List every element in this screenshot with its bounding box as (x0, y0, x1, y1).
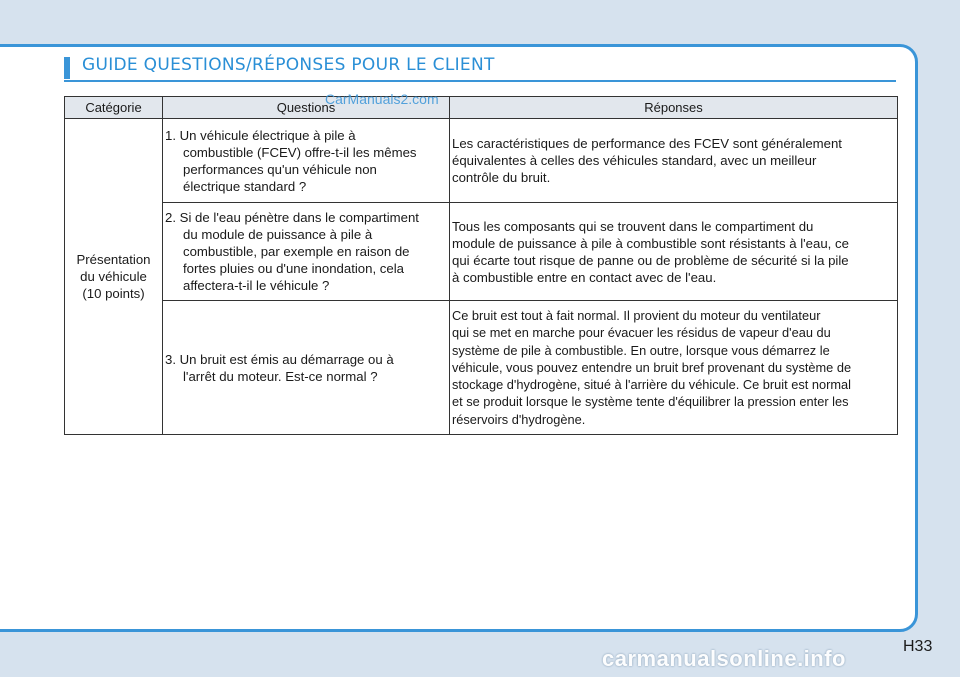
question-text: du module de puissance à pile à (183, 227, 373, 242)
answer-text: stockage d'hydrogène, situé à l'arrière du véhicule. Ce bruit est normal (452, 377, 851, 393)
title-accent-bar (64, 57, 70, 79)
answer-text: Ce bruit est tout à fait normal. Il provient du moteur du ventilateur (452, 307, 821, 323)
answer-text: et se produit lorsque le système tente d'équilibrer la pression enter les (452, 394, 849, 410)
title-divider (64, 80, 896, 82)
watermark-carmanuals2: CarManuals2.com (325, 91, 439, 107)
table-header-row (65, 97, 898, 119)
table-row (65, 203, 898, 301)
question-text: affectera-t-il le véhicule ? (183, 278, 330, 293)
question-text: fortes pluies ou d'une inondation, cela (183, 261, 405, 276)
answer-text: véhicule, vous pouvez entendre un bruit bref provenant du système de (452, 359, 852, 375)
answer-text: système de pile à combustible. En outre, lorsque vous démarrez le (452, 342, 830, 358)
question-text: électrique standard ? (183, 178, 307, 194)
question-cell (163, 301, 450, 435)
column-header-category: Catégorie (65, 97, 163, 119)
question-cell (163, 119, 450, 203)
category-line: du véhicule (80, 269, 147, 284)
page-number: H33 (903, 638, 933, 655)
question-cell (163, 203, 450, 301)
question-text: combustible (FCEV) offre-t-il les mêmes (183, 144, 417, 160)
answer-text: Tous les composants qui se trouvent dans le compartiment du (452, 218, 814, 234)
category-cell (65, 119, 163, 435)
answer-text: qui se met en marche pour évacuer les résidus de vapeur d'eau du (452, 325, 831, 341)
watermark-carmanualsonline: carmanualsonline.info (602, 646, 846, 671)
question-text: combustible, par exemple en raison de (183, 244, 410, 259)
question-text: l'arrêt du moteur. Est-ce normal ? (183, 368, 378, 384)
answer-text: Les caractéristiques de performance des FCEV sont généralement (452, 136, 842, 151)
qa-table (64, 96, 898, 435)
answer-cell (450, 203, 898, 301)
question-text: performances qu'un véhicule non (183, 161, 377, 177)
question-text: 2. Si de l'eau pénètre dans le compartiment (165, 210, 419, 225)
answer-text: contrôle du bruit. (452, 170, 551, 185)
answer-text: réservoirs d'hydrogène. (452, 411, 586, 427)
category-line: (10 points) (82, 286, 145, 301)
section-title: GUIDE QUESTIONS/RÉPONSES POUR LE CLIENT (82, 55, 495, 75)
column-header-questions: Questions (163, 97, 450, 119)
category-line: Présentation (76, 252, 151, 267)
question-text: 3. Un bruit est émis au démarrage ou à (165, 351, 394, 367)
answer-text: à combustible entre en contact avec de l'eau. (452, 269, 717, 285)
table-row (65, 119, 898, 203)
table-row (65, 301, 898, 435)
answer-text: équivalentes à celles des véhicules standard, avec un meilleur (452, 153, 817, 168)
answer-text: module de puissance à pile à combustible sont résistants à l'eau, ce (452, 235, 849, 251)
answer-cell (450, 301, 898, 435)
answer-text: qui écarte tout risque de panne ou de problème de sécurité si la pile (452, 252, 849, 268)
question-text: 1. Un véhicule électrique à pile à (165, 127, 356, 143)
column-header-answers: Réponses (450, 97, 898, 119)
answer-cell (450, 119, 898, 203)
